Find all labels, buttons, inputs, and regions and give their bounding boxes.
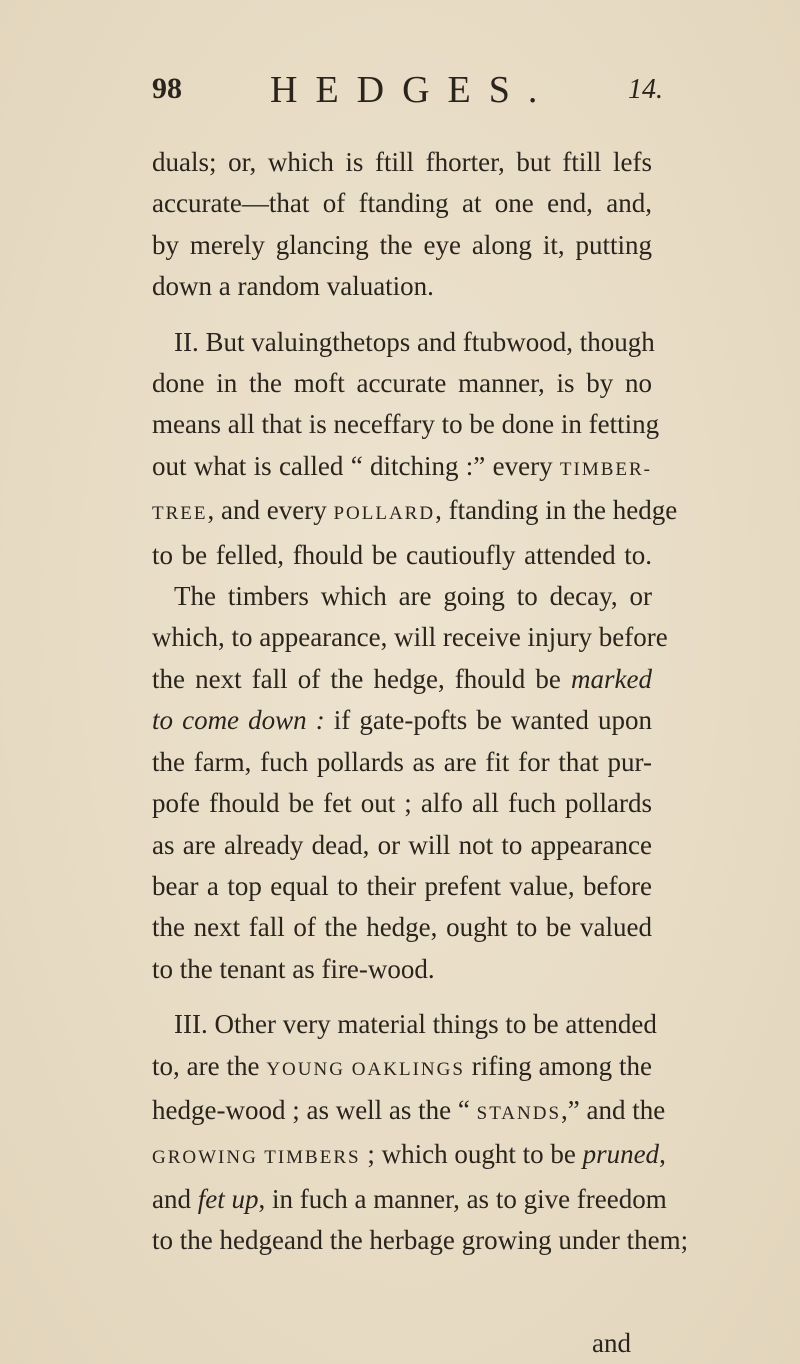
italic-term: fet up [197, 1183, 259, 1214]
text-line: by merely glancing the eye along it, putting [152, 229, 652, 260]
text-line: means all that is neceffary to be done in fetting [152, 409, 660, 440]
text-line: to be felled, fhould be cautioufly attended to. [152, 539, 652, 570]
text-line: III. Other very material things to be attended [174, 1009, 657, 1040]
paragraph-2 [152, 322, 678, 991]
italic-term: marked [571, 663, 652, 694]
text-run: rifing among the [464, 1050, 652, 1081]
text-line [152, 490, 678, 534]
text-line: accurate—that of ftanding at one end, and, [152, 188, 652, 219]
text-run: ,” and the [561, 1094, 666, 1125]
text-line: The timbers which are going to decay, or [174, 581, 652, 612]
text-line: down a random valuation. [152, 271, 434, 302]
text-run: if gate-pofts be wanted upon [324, 705, 652, 736]
text-line [152, 1179, 667, 1220]
text-line [152, 1046, 652, 1090]
text-run: and [152, 1183, 198, 1214]
text-line: as are already dead, or will not to appearance [152, 829, 652, 860]
text-line: II. But valuingthetops and ftubwood, though [174, 326, 655, 357]
text-run: , and every [207, 495, 334, 526]
text-run: , [659, 1139, 666, 1170]
text-line [152, 1090, 666, 1134]
paragraph-3 [152, 1004, 689, 1261]
small-caps-term: YOUNG OAKLINGS [266, 1058, 465, 1080]
text-line [152, 1134, 666, 1178]
italic-term: pruned [582, 1139, 660, 1170]
text-run: ; which ought to be [360, 1139, 583, 1170]
text-line [152, 659, 652, 700]
text-line: the farm, fuch pollards as are fit for that pur- [152, 746, 652, 777]
small-caps-term: POLLARD [333, 503, 436, 525]
text-line: bear a top equal to their prefent value, before [152, 870, 652, 901]
page-number: 98 [152, 72, 182, 105]
text-run: to, are the [152, 1050, 267, 1081]
small-caps-term: TIMBER- [559, 458, 652, 480]
text-line: which, to appearance, will receive injury before [152, 622, 668, 653]
text-line: the next fall of the hedge, ought to be valued [152, 912, 652, 943]
text-line: pofe fhould be fet out ; alfo all fuch pollards [152, 788, 652, 819]
page-header [0, 68, 800, 118]
body-text [152, 142, 689, 1262]
text-line: done in the moft accurate manner, is by no [152, 368, 652, 399]
signature-mark: 14. [628, 74, 663, 105]
text-run: out what is called “ ditching :” every [152, 450, 560, 481]
small-caps-term: STANDS [476, 1102, 562, 1124]
catchword: and [592, 1328, 631, 1358]
paragraph-1 [152, 142, 652, 308]
italic-term: to come down : [152, 705, 325, 736]
small-caps-term: TREE [152, 503, 208, 525]
text-run: , in fuch a manner, as to give freedom [258, 1183, 667, 1214]
text-line [152, 700, 652, 741]
small-caps-term: GROWING TIMBERS [152, 1147, 361, 1169]
text-line: to the tenant as fire-wood. [152, 953, 435, 984]
running-head: HEDGES. [270, 69, 556, 111]
text-line: duals; or, which is ftill fhorter, but ftill lefs [152, 147, 652, 177]
text-line: to the hedgeand the herbage growing under them; [152, 1225, 689, 1256]
text-run: the next fall of the hedge, fhould be [152, 663, 572, 694]
text-run: hedge-wood ; as well as the “ [152, 1094, 477, 1125]
text-line [152, 446, 652, 490]
text-run: , ftanding in the hedge [435, 495, 678, 526]
